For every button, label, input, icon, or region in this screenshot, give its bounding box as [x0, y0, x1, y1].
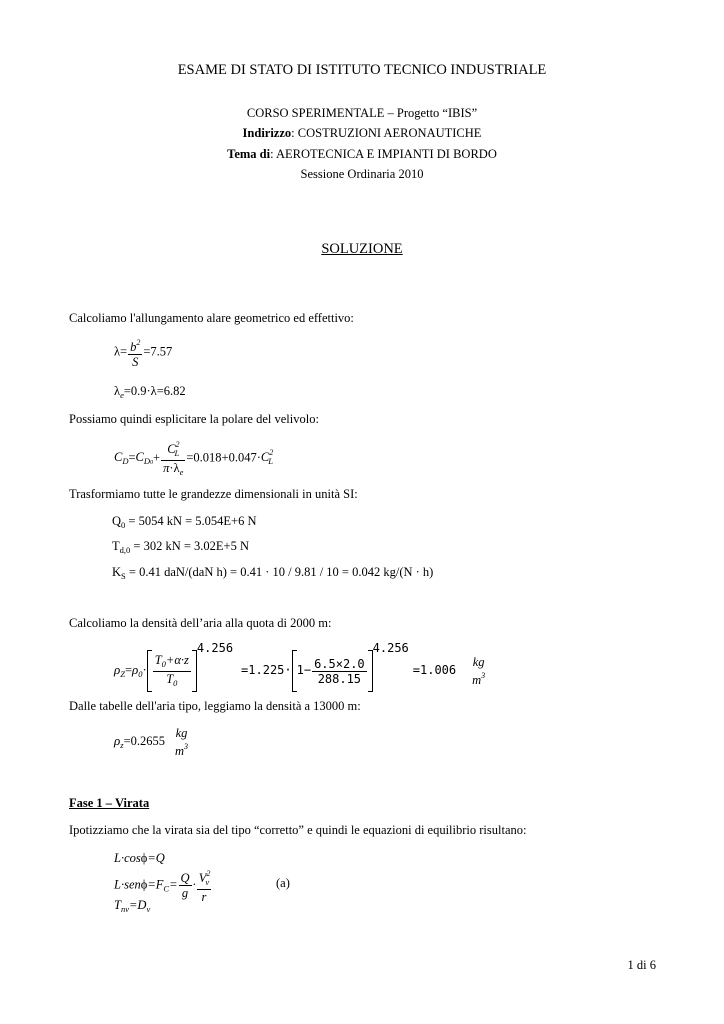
equation-equilibrium-3: $T_{nv}=D_v$: [114, 898, 151, 914]
solution-heading: SOLUZIONE: [321, 241, 403, 257]
tema-label: Tema di: [227, 147, 271, 161]
page-number: 1 di 6: [627, 958, 656, 972]
ks-value: = 0.41 daN/(daN h) = 0.41 · 10 / 9.81 / 10 = 0.042 kg/(N · h): [125, 565, 434, 579]
paragraph-densita-13000: Dalle tabelle dell'aria tipo, leggiamo la densità a 13000 m:: [69, 699, 361, 713]
density-num: 6.5×2.0: [314, 656, 365, 671]
density-unit-num: kg: [472, 655, 485, 670]
equation-label-a: (a): [276, 876, 290, 890]
tema-line: [0, 147, 724, 162]
equation-density-13000: $\rho_z=0.2655$ kg $m^3$: [114, 726, 189, 758]
equation-lambda: λ= $\frac{b^2}{S}$ =7.57: [114, 338, 173, 369]
equation-equilibrium-2: $L\cdot sen\phi=F_C=$ $\frac{Q}{g}$ · $\frac{V^2_v}{r}$: [114, 869, 211, 904]
td0-value: = 302 kN = 3.02E+5 N: [130, 539, 249, 553]
equation-lambda-e: $\lambda_e=0.9\cdot\lambda=6.82$: [114, 384, 186, 400]
lambda-e-value: =0.9·λ=6.82: [123, 384, 186, 398]
paragraph-densita-2000: Calcoliamo la densità dell’aria alla quota di 2000 m:: [69, 616, 332, 630]
paragraph-polare: Possiamo quindi esplicitare la polare del velivolo:: [69, 412, 319, 426]
tema-value: : AEROTECNICA E IMPIANTI DI BORDO: [270, 147, 497, 161]
paragraph-unita-si: Trasformiamo tutte le grandezze dimensionali in unità SI:: [69, 487, 358, 501]
equation-polar: $C_D=C_{D0}+$ $\frac{C^2_L}{\pi\cdot\lambda_e}$ $=0.018+0.047\cdot C^2_L$: [114, 440, 274, 477]
rho-unit-den: m: [175, 744, 185, 758]
density-exponent-1: 4.256: [196, 641, 234, 655]
lambda-value: =7.57: [143, 344, 173, 359]
paragraph-virata: Ipotizziamo che la virata sia del tipo “corretto” e quindi le equazioni di equilibrio risultano:: [69, 823, 527, 837]
density-exponent-2: 4.256: [372, 641, 409, 655]
density-result: =1.006: [412, 663, 457, 677]
q0-value: = 5054 kN = 5.054E+6 N: [125, 514, 257, 528]
equation-q0: $Q_0 = 5054$ kN = 5.054E+6 N: [112, 514, 257, 530]
density-mid: =1.225·: [241, 663, 292, 677]
equation-equilibrium-1: L·cosϕ=Q: [114, 851, 165, 865]
paragraph-allungamento: Calcoliamo l'allungamento alare geometrico ed effettivo:: [69, 311, 354, 325]
fase1-heading: Fase 1 – Virata: [69, 796, 150, 810]
density-den: 288.15: [317, 671, 362, 686]
equation-td0: $T_{d,0} = 302$ kN = 3.02E+5 N: [112, 539, 249, 555]
equation-density-2000: $\rho_Z=\rho_0\cdot$ $\frac{T_0+\alpha\cdot z}{T_0}$ 4.256=1.225· 1− $\frac{6.5\times 2.0}{288.15}$ 4.256=1.006 kg $m^3$: [114, 641, 488, 692]
rho-13000-value: =0.2655: [123, 733, 165, 748]
rho-unit-num: kg: [175, 726, 188, 740]
indirizzo-label: Indirizzo: [242, 126, 292, 140]
document-title: ESAME DI STATO DI ISTITUTO TECNICO INDUSTRIALE: [177, 62, 547, 78]
session-line: Sessione Ordinaria 2010: [300, 167, 424, 181]
indirizzo-line: [0, 126, 724, 141]
equation-ks: $K_S = 0.41$ daN/(daN h) = 0.41 · 10 / 9.81 / 10 = 0.042 kg/(N · h): [112, 565, 434, 581]
density-unit-den: m: [472, 673, 482, 688]
course-line: CORSO SPERIMENTALE – Progetto “IBIS”: [246, 106, 478, 120]
indirizzo-value: : COSTRUZIONI AERONAUTICHE: [291, 126, 482, 140]
polar-value: =0.018+0.047·: [186, 450, 261, 465]
